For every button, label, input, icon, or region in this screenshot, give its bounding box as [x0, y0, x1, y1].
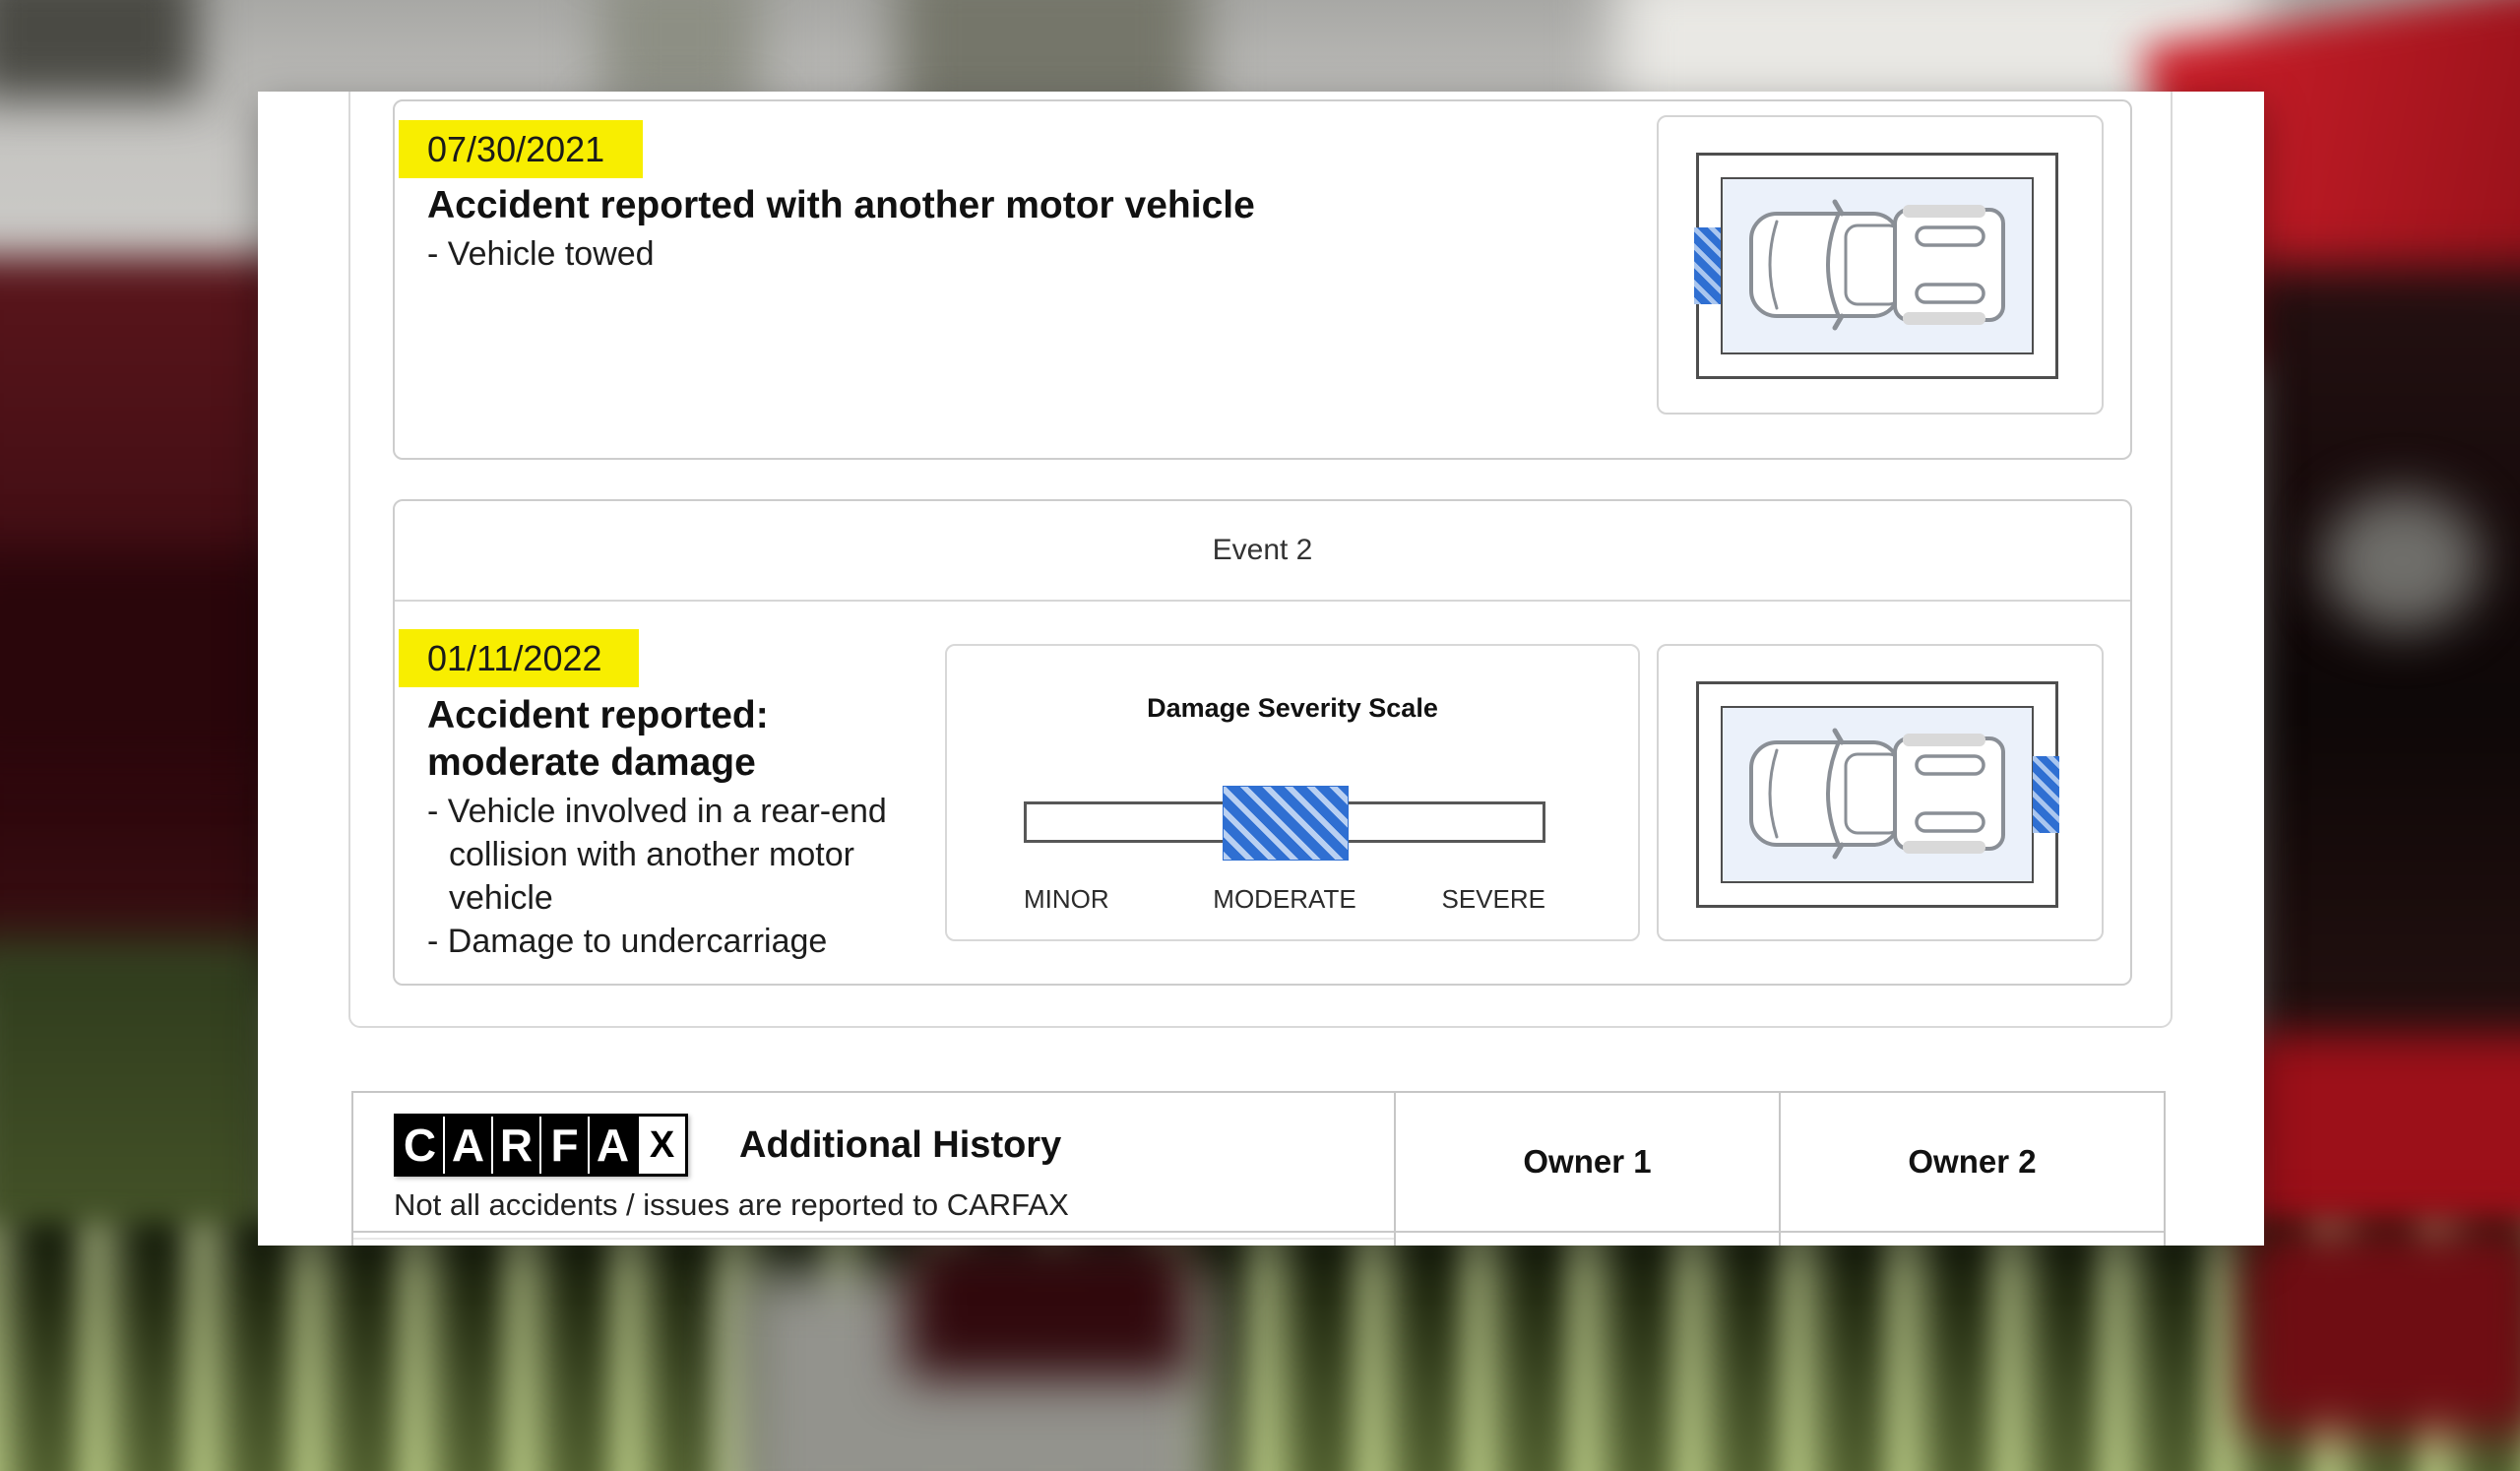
event2-date-highlight: [399, 629, 639, 687]
event1-title: Accident reported with another motor vehicle: [427, 184, 1255, 226]
event2-detail-item: - Vehicle involved in a rear-end collision with another motor vehicle: [427, 793, 887, 917]
carfax-logo-letter: R: [493, 1117, 541, 1174]
accident-damage-section: [348, 92, 2173, 1028]
additional-history-next-row: [353, 1233, 2164, 1246]
event2-date: 01/11/2022: [427, 637, 602, 678]
event2-title-line1: Accident reported:: [427, 694, 769, 736]
next-row-label-cell: [353, 1233, 1394, 1246]
carfax-report-panel: [258, 92, 2264, 1246]
vehicle-top-view-icon: [1747, 196, 2007, 334]
carfax-logo-letter: F: [541, 1117, 590, 1174]
event2-header-label: Event 2: [1212, 534, 1313, 566]
vehicle-top-view-icon: [1747, 725, 2007, 863]
additional-history-subtitle: Not all accidents / issues are reported to CARFAX: [394, 1187, 1069, 1222]
event2-title-line2: moderate damage: [427, 741, 756, 784]
vehicle-impact-diagram-rear: [1657, 644, 2104, 941]
accident-event-2-card: [393, 499, 2132, 986]
impact-indicator-front: [1694, 227, 1721, 304]
additional-history-table: [351, 1091, 2166, 1246]
additional-history-header-row: [353, 1093, 2164, 1233]
event2-detail-item: - Damage to undercarriage: [427, 923, 828, 960]
severity-scale-title: Damage Severity Scale: [1147, 693, 1438, 723]
background-grass-red-reflection: [2244, 1226, 2520, 1433]
next-row-owner2-cell: [1779, 1233, 2164, 1246]
impact-indicator-rear: [2033, 756, 2059, 833]
next-row-owner1-cell: [1394, 1233, 1779, 1246]
background-red-car-left-shadow: [0, 551, 285, 768]
carfax-logo-letter: A: [590, 1117, 636, 1174]
event1-detail-item: - Vehicle towed: [427, 235, 655, 273]
additional-history-title: Additional History: [739, 1124, 1062, 1166]
event1-date: 07/30/2021: [427, 128, 605, 169]
background-grass-shadow: [906, 1231, 1191, 1378]
severity-label-minor: MINOR: [1024, 884, 1109, 914]
event2-title: [427, 692, 959, 787]
severity-label-moderate: MODERATE: [1213, 884, 1356, 914]
carfax-logo-letter: C: [397, 1117, 445, 1174]
severity-indicator-moderate: [1223, 786, 1349, 861]
carfax-logo-letter: A: [445, 1117, 493, 1174]
event1-date-highlight: [399, 120, 643, 178]
accident-event-1-card: [393, 99, 2132, 460]
background-tree-trunk: [0, 0, 197, 98]
damage-severity-scale-card: [945, 644, 1640, 941]
event1-details: [427, 232, 1018, 276]
carfax-logo: [394, 1114, 688, 1177]
vehicle-impact-diagram-front: [1657, 115, 2104, 415]
event2-header: [395, 501, 2130, 602]
severity-label-severe: SEVERE: [1441, 884, 1545, 914]
carfax-logo-letter-x: X: [636, 1117, 685, 1174]
owner-1-column-header: Owner 1: [1394, 1093, 1779, 1231]
additional-history-title-cell: [353, 1093, 1394, 1231]
background-grass-band: [0, 1223, 2520, 1471]
row-divider: [353, 1238, 1394, 1240]
background-window-glint: [2323, 492, 2481, 630]
event2-details: [427, 790, 944, 963]
background-car-window: [2244, 266, 2520, 1142]
owner-2-column-header: Owner 2: [1779, 1093, 2164, 1231]
severity-scale-labels: [1024, 884, 1545, 914]
